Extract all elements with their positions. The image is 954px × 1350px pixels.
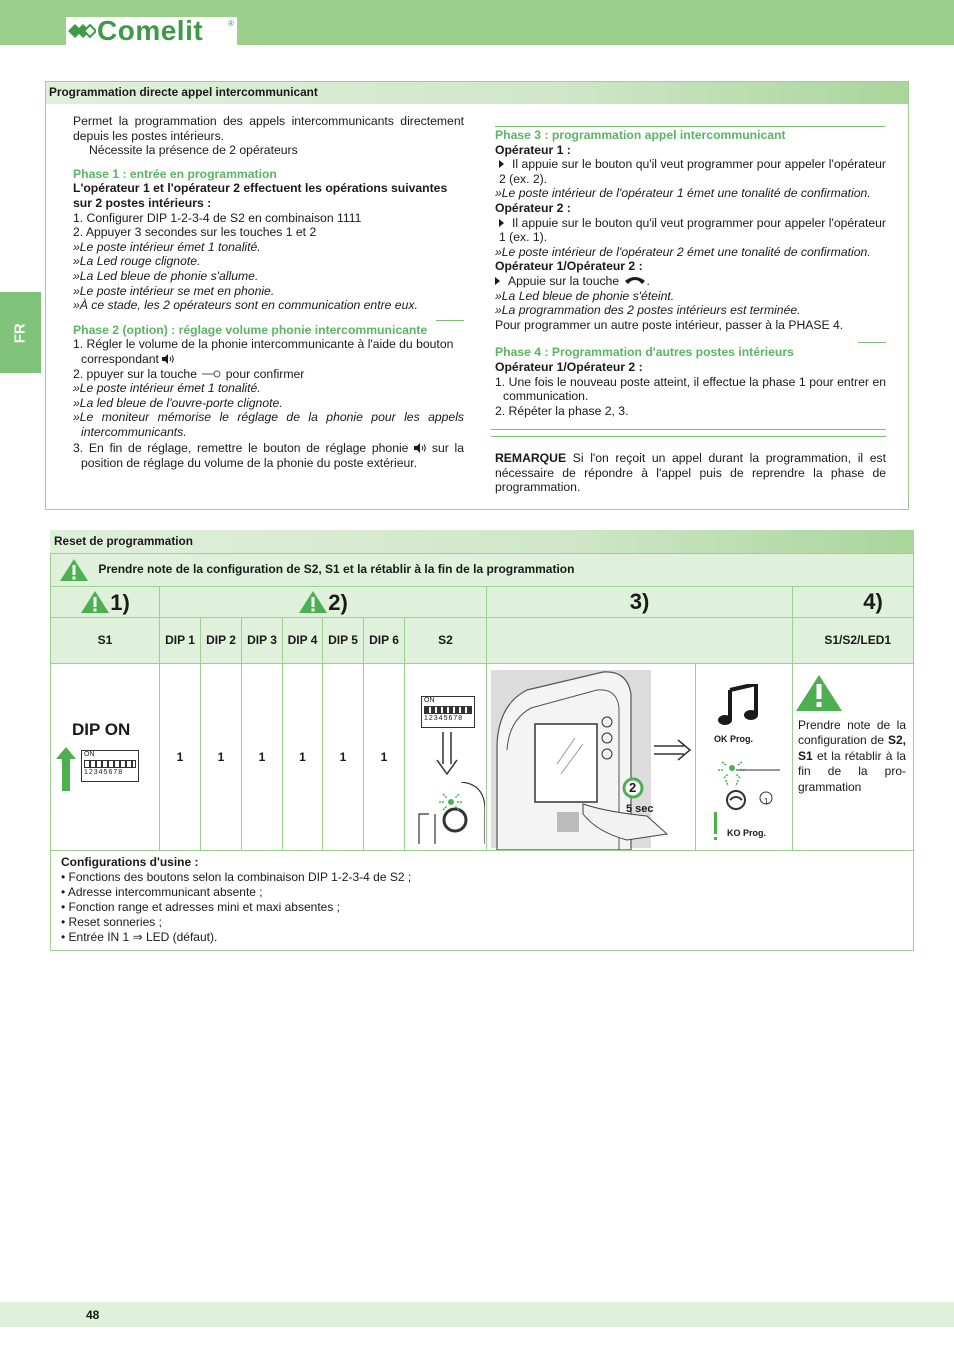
phase3-next: Pour programmer un autre poste intérieur, passer à la PHASE 4. <box>495 317 844 332</box>
header-dip-4: DIP 4 <box>283 618 323 664</box>
left-column <box>73 114 464 471</box>
note-text: Prendre note de la configuration de S2, S1 et la rétablir à la fin de la pro- grammation <box>798 718 906 794</box>
phase1-step-2: 2. Appuyer 3 secondes sur les touches 1 et 2 <box>73 225 317 240</box>
header-dip-5: DIP 5 <box>323 618 364 664</box>
volume-icon <box>414 443 426 453</box>
step-3-label: 3) <box>629 589 650 614</box>
key-icon <box>200 370 222 378</box>
dip-switch-numbers: 12345678 <box>424 715 464 722</box>
dip-switch-numbers: 12345678 <box>84 769 124 776</box>
step-1-cell <box>51 587 160 618</box>
dip-value-6: 1 <box>364 664 405 851</box>
reset-section <box>50 530 914 951</box>
dip-on-label: DIP ON <box>72 720 131 739</box>
s2-cell <box>405 664 487 851</box>
dip-value-1: 1 <box>160 664 201 851</box>
factory-item: • Reset sonneries ; <box>61 915 162 929</box>
header-dip-2: DIP 2 <box>201 618 242 664</box>
note-cell <box>793 664 914 851</box>
phase3-op1-action: Il appuie sur le bouton qu'il veut programmer pour appeler l'opérateur 2 (ex. 2). <box>499 157 886 186</box>
header-dip-3: DIP 3 <box>242 618 283 664</box>
press-time: 5 sec <box>626 803 654 815</box>
phase1-step-1: 1. Configurer DIP 1-2-3-4 de S2 en combinaison 1111 <box>73 210 362 225</box>
warning-icon <box>298 590 328 614</box>
ko-button-number: 1 <box>764 797 769 806</box>
phase2-step-3: 3. En fin de réglage, remettre le bouton de réglage phonie sur la position de réglage du volume de la phonie du poste extérieur. <box>73 441 464 471</box>
footer-bar <box>0 1302 954 1327</box>
brand-logo <box>66 17 237 45</box>
arrow-down-icon <box>435 732 459 776</box>
phase3-op12-label: Opérateur 1/Opérateur 2 : <box>495 259 643 274</box>
phase2-step-1: 1. Régler le volume de la phonie intercommunicante à l'aide du bouton correspondant <box>73 337 454 366</box>
phase4-op-label: Opérateur 1/Opérateur 2 : <box>495 359 643 374</box>
header-dip-1: DIP 1 <box>160 618 201 664</box>
registered-mark: ® <box>228 19 234 28</box>
factory-item: • Adresse intercommunicant absente ; <box>61 885 263 899</box>
factory-item: • Entrée IN 1 ⇒ LED (défaut). <box>61 930 218 944</box>
step-2-cell <box>160 587 487 618</box>
s1-cell <box>51 664 160 851</box>
warning-icon <box>80 590 110 614</box>
remark-text: Si l'on reçoit un appel durant la programmation, il est nécessaire de répondre à l'appel puis de reprendre la phase de programmation. <box>495 451 886 495</box>
header-bar <box>0 0 954 45</box>
bullet-arrow-icon <box>499 219 504 227</box>
phase2-result-2: »La led bleue de l'ouvre-porte clignote. <box>73 395 283 410</box>
header-s1: S1 <box>51 618 160 664</box>
step-2-label: 2) <box>328 590 348 615</box>
dip-value-2: 1 <box>201 664 242 851</box>
phase2-result-1: »Le poste intérieur émet 1 tonalité. <box>73 381 261 396</box>
reset-table <box>50 553 914 951</box>
reset-button-icon <box>415 782 485 844</box>
phase3-title: Phase 3 : programmation appel intercommunicant <box>495 128 786 142</box>
ko-prog-label: KO Prog. <box>727 828 767 838</box>
dip-switch-s2 <box>421 696 475 728</box>
handset-icon <box>623 275 647 286</box>
brand-name: Comelit <box>97 15 204 46</box>
logo-mark-icon <box>68 22 96 40</box>
volume-icon <box>162 354 174 364</box>
phase4-title: Phase 4 : Programmation d'autres postes intérieurs <box>495 345 794 360</box>
phase3-op1-label: Opérateur 1 : <box>495 142 571 157</box>
header-s1s2led1: S1/S2/LED1 <box>793 618 914 664</box>
dip-switch-on: ON <box>424 697 435 704</box>
step-3-cell <box>487 587 793 618</box>
remark-label: REMARQUE <box>495 451 567 465</box>
phase1-result-3: »La Led bleue de phonie s'allume. <box>73 268 259 283</box>
phase1-result-2: »La Led rouge clignote. <box>73 254 201 269</box>
header-dip-6: DIP 6 <box>364 618 405 664</box>
phase3-op12-result-2: »La programmation des 2 postes intérieurs est terminée. <box>495 303 801 318</box>
dip-switch-s1 <box>81 750 139 782</box>
phase3-op2-action: Il appuie sur le bouton qu'il veut programmer pour appeler l'opérateur 1 (ex. 1). <box>499 215 886 245</box>
dip-value-4: 1 <box>283 664 323 851</box>
music-note-icon <box>718 684 760 726</box>
arrow-up-icon <box>56 747 76 791</box>
step-1-label: 1) <box>110 590 130 615</box>
intercom-programming-box <box>45 81 909 510</box>
phase2-result-3: »Le moniteur mémorise le réglage de la phonie pour les appels intercommunicants. <box>73 410 464 439</box>
phase2-step-2: 2. ppuyer sur la touche pour confirmer <box>73 366 305 381</box>
phase3-op1-result: »Le poste intérieur de l'opérateur 1 émet une tonalité de confirmation. <box>495 186 871 201</box>
result-cell <box>696 664 793 851</box>
factory-item: • Fonctions des boutons selon la combinaison DIP 1-2-3-4 de S2 ; <box>61 870 412 884</box>
step-4-cell <box>793 587 914 618</box>
bullet-arrow-icon <box>495 277 500 285</box>
section-title-reset: Reset de programmation <box>50 530 914 553</box>
section-title-intercom: Programmation directe appel intercommunicant <box>45 81 909 104</box>
press-button-number: 2 <box>629 780 637 795</box>
factory-settings-cell <box>51 851 914 951</box>
factory-item: • Fonction range et adresses mini et maxi absentes ; <box>61 900 341 914</box>
language-tab <box>0 292 41 373</box>
bullet-arrow-icon <box>499 160 504 168</box>
warning-text: Prendre note de la configuration de S2, S1 et la rétablir à la fin de la programmation <box>98 562 575 577</box>
phase4-step-2: 2. Répéter la phase 2, 3. <box>495 403 629 418</box>
remark-block <box>495 451 886 495</box>
dip-value-3: 1 <box>242 664 283 851</box>
phase1-result-5: »À ce stade, les 2 opérateurs sont en communication entre eux. <box>73 298 418 313</box>
requires-text: Nécessite la présence de 2 opérateurs <box>89 143 298 158</box>
phase4-step-1: 1. Une fois le nouveau poste atteint, il effectue la phase 1 pour entrer en communication. <box>495 374 886 404</box>
header-empty <box>487 618 793 664</box>
right-column <box>495 128 886 418</box>
phase3-op12-result-1: »La Led bleue de phonie s'éteint. <box>495 288 675 303</box>
page-number: 48 <box>86 1308 100 1322</box>
phase1-result-4: »Le poste intérieur se met en phonie. <box>73 283 275 298</box>
step-4-label: 4) <box>863 589 883 614</box>
phase3-op2-result: »Le poste intérieur de l'opérateur 2 émet une tonalité de confirmation. <box>495 244 871 259</box>
dip-value-5: 1 <box>323 664 364 851</box>
ok-prog-label: OK Prog. <box>714 734 754 744</box>
phase3-op12-action: Appuie sur la touche . <box>495 274 886 289</box>
phase1-lead: L'opérateur 1 et l'opérateur 2 effectuent les opérations suivantes sur 2 postes intérieurs : <box>73 181 448 210</box>
phase1-result-1: »Le poste intérieur émet 1 tonalité. <box>73 239 261 254</box>
dip-switch-on: ON <box>84 751 95 758</box>
language-tab-label: FR <box>11 323 29 344</box>
phase1-title: Phase 1 : entrée en programmation <box>73 166 277 181</box>
factory-title: Configurations d'usine : <box>61 855 199 869</box>
header-s2: S2 <box>405 618 487 664</box>
phase3-op2-label: Opérateur 2 : <box>495 200 571 215</box>
warning-row <box>51 554 914 587</box>
warning-icon <box>795 674 843 712</box>
warning-icon <box>59 558 89 582</box>
intro-text: Permet la programmation des appels intercommunicants directement depuis les postes intérieurs. <box>73 114 464 143</box>
phase2-title: Phase 2 (option) : réglage volume phonie intercommunicante <box>73 322 428 337</box>
double-arrow-icon <box>654 738 692 762</box>
